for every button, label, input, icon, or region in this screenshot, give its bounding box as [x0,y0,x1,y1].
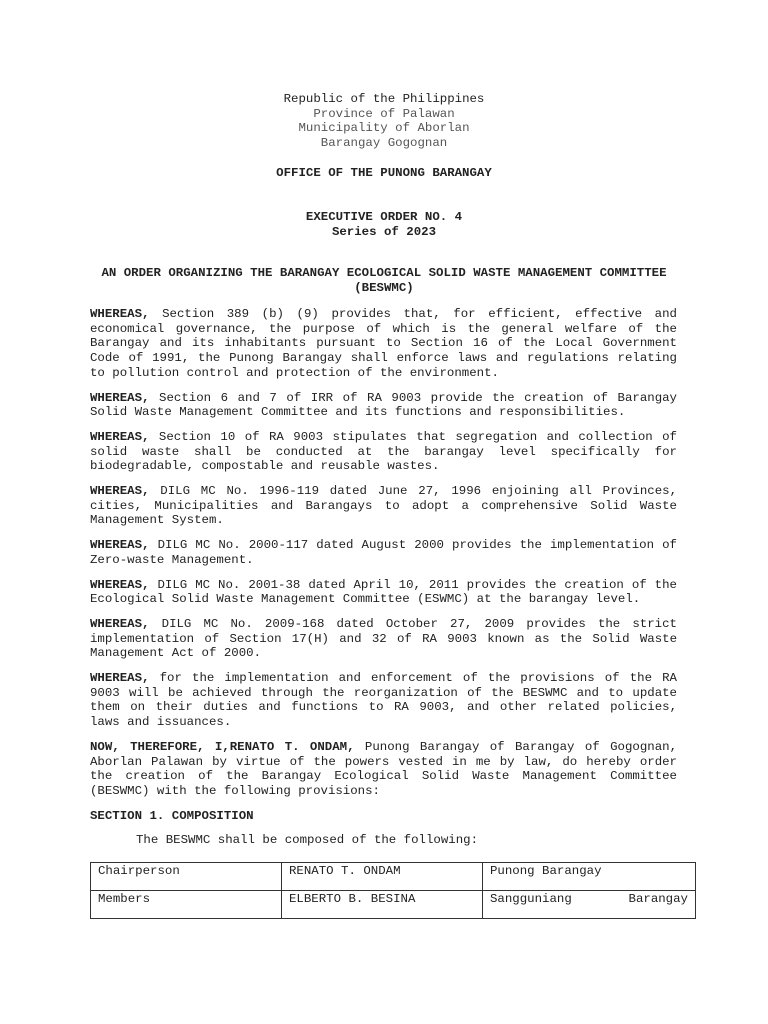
order-title: AN ORDER ORGANIZING THE BARANGAY ECOLOGICAL SOLID WASTE MANAGEMENT COMMITTEE (BESWMC) [101,266,667,295]
office-title: OFFICE OF THE PUNONG BARANGAY [276,166,492,180]
table-row [91,863,696,891]
order-series: Series of 2023 [331,224,437,239]
now-therefore-clause: NOW, THEREFORE, I,RENATO T. ONDAM, Punong Barangay of Barangay of Gogognan, Aborlan Palawan by virtue of the powers vested in me by law, do hereby order the creation of the Barangay Ecological Solid Waste Management Committee (BESWMC) with the following provisions: [90,739,678,798]
province-line: Province of Palawan [313,106,455,121]
whereas-clause: WHEREAS, Section 6 and 7 of IRR of RA 9003 provide the creation of Barangay Solid Waste Management Committee and its functions and responsibilities. [90,390,677,420]
role-cell: Members [91,891,282,919]
name-cell: ELBERTO B. BESINA [282,891,483,919]
position-cell: Sangguniang Barangay [483,891,696,919]
order-number: EXECUTIVE ORDER NO. 4 [305,210,463,224]
order-body [90,307,677,858]
municipality-line: Municipality of Aborlan [298,121,470,136]
order-number-block [0,210,768,239]
whereas-clause: WHEREAS, for the implementation and enforcement of the provisions of the RA 9003 will be achieved through the reorganization of the BESWMC and to update them on their duties and functions to RA 9003, and other related policies, laws and issuances. [90,671,677,730]
whereas-clause: WHEREAS, Section 10 of RA 9003 stipulates that segregation and collection of solid waste shall be conducted at the barangay level specifically for biodegradable, compostable and reusable wastes. [90,429,677,474]
whereas-clause: WHEREAS, DILG MC No. 1996-119 dated June 27, 1996 enjoining all Provinces, cities, Municipalities and Barangays to adopt a comprehensive Solid Waste Management System. [90,484,677,528]
whereas-clause: WHEREAS, DILG MC No. 2000-117 dated August 2000 provides the implementation of Zero-waste Management. [90,538,677,567]
role-cell: Chairperson [91,863,282,891]
composition-table [90,862,696,919]
name-cell: RENATO T. ONDAM [282,863,483,891]
whereas-clause: WHEREAS, DILG MC No. 2009-168 dated October 27, 2009 provides the strict implementation of Section 17(H) and 32 of RA 9003 known as the Solid Waste Management Act of 2000. [90,616,677,661]
whereas-clause: WHEREAS, Section 389 (b) (9) provides that, for efficient, effective and economical governance, the purpose of which is the general welfare of the Barangay and its inhabitants pursuant to Section 16 of the Local Government Code of 1991, the Punong Barangay shall enforce laws and regulations relating to pollution control and protection of the environment. [90,307,677,380]
letterhead [0,92,768,151]
barangay-line: Barangay Gogognan [320,136,448,151]
country-line: Republic of the Philippines [283,92,485,106]
table-row [91,891,696,919]
position-cell: Punong Barangay [483,863,696,891]
section-1-heading: SECTION 1. COMPOSITION [90,808,254,823]
whereas-clause: WHEREAS, DILG MC No. 2001-38 dated April 10, 2011 provides the creation of the Ecological Solid Waste Management Committee (ESWMC) at the barangay level. [90,577,677,607]
section-1-intro: The BESWMC shall be composed of the following: [136,833,479,848]
